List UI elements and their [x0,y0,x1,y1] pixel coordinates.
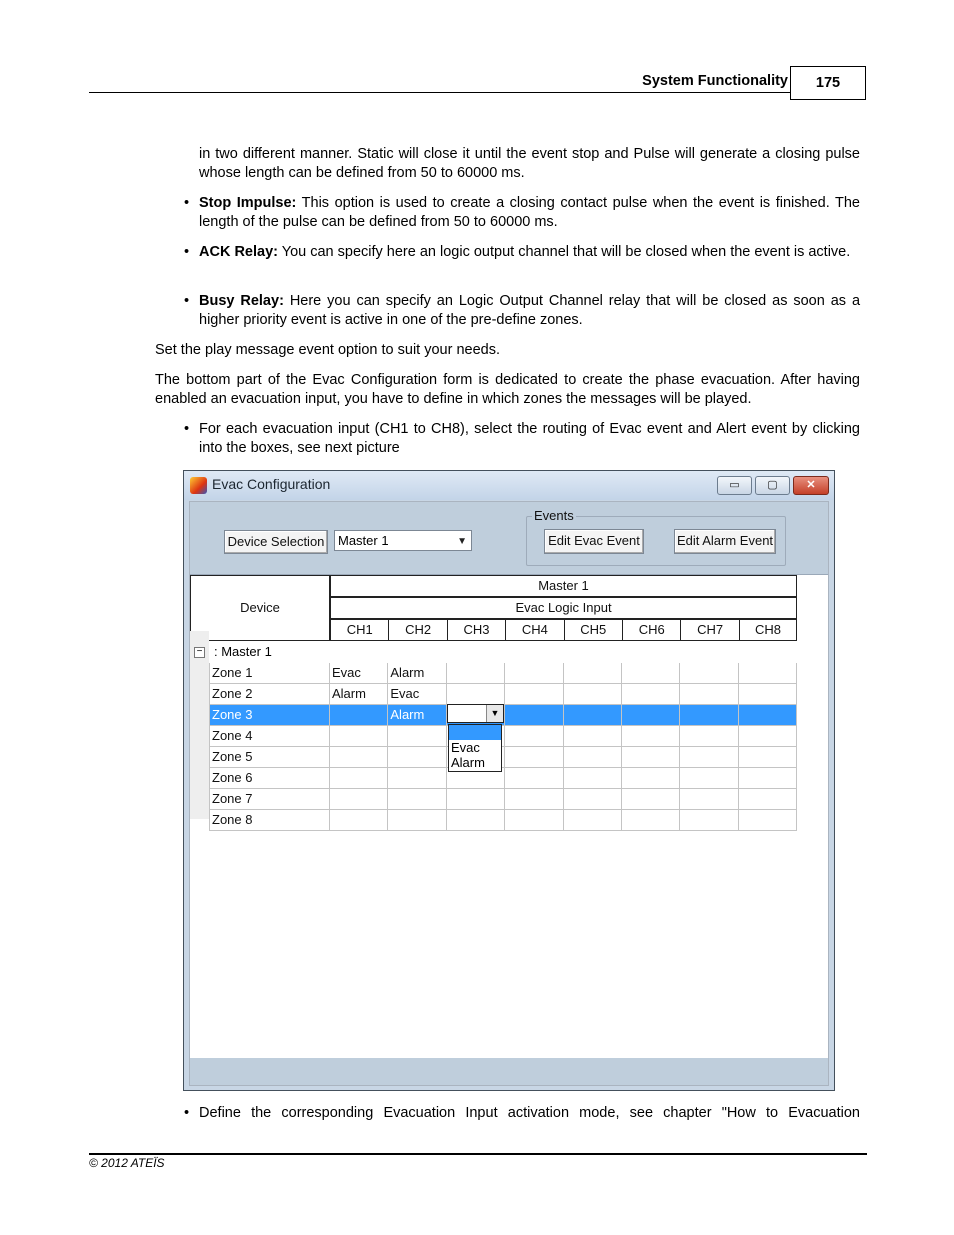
bullet-activation-mode: Define the corresponding Evacuation Input activation mode, see chapter "How to Evacuation [199,1105,860,1121]
table-row[interactable] [209,747,797,768]
zone-name-cell: Zone 2 [209,684,330,705]
routing-cell[interactable] [622,768,680,789]
paragraph-bottom-part: The bottom part of the Evac Configuration form is dedicated to create the phase evacuation. After having enabled an evacuation input, you have to define in which zones the messages will be played. [155,372,860,407]
dropdown-option-empty[interactable] [449,725,501,740]
routing-cell[interactable] [388,768,446,789]
routing-cell[interactable] [330,810,388,831]
routing-cell[interactable] [622,705,680,726]
routing-cell[interactable] [505,747,563,768]
window-titlebar [184,471,834,500]
routing-cell[interactable] [680,747,738,768]
device-select[interactable] [334,530,472,551]
table-row[interactable] [209,684,797,705]
routing-cell[interactable] [447,810,505,831]
channel-header-ch2: CH2 [388,619,447,641]
routing-cell[interactable] [388,726,446,747]
device-select-value: Master 1 [338,533,389,548]
routing-cell[interactable]: Evac [388,684,446,705]
routing-cell[interactable] [564,705,622,726]
status-strip [190,1058,828,1085]
routing-cell[interactable] [330,705,388,726]
routing-cell[interactable] [330,726,388,747]
bullet-term: Busy Relay: [199,293,284,309]
chevron-down-icon: ▼ [457,536,467,547]
bullet-dot: • [184,421,190,437]
routing-cell[interactable] [564,747,622,768]
routing-cell[interactable] [680,684,738,705]
bullet-text: Here you can specify an Logic Output Channel relay that will be closed as soon as a higher priority event is active in one of the pre-define zones. [199,293,861,328]
zone-name-cell: Zone 4 [209,726,330,747]
routing-cell[interactable] [505,663,563,684]
routing-cell[interactable] [622,726,680,747]
routing-cell[interactable] [564,768,622,789]
routing-cell[interactable] [680,705,738,726]
routing-cell[interactable] [680,789,738,810]
routing-cell[interactable] [564,810,622,831]
routing-cell[interactable] [680,768,738,789]
bullet-term: Stop Impulse: [199,195,297,211]
routing-cell[interactable] [330,789,388,810]
window-title: Evac Configuration [212,476,331,492]
chevron-down-icon[interactable]: ▼ [486,705,503,722]
bullet-dot: • [184,1105,190,1121]
top-panel [190,502,828,575]
bullet-text: You can specify here an logic output channel that will be closed when the event is active. [277,244,851,260]
section-title: System Functionality [642,73,788,89]
master-header: Master 1 [330,575,797,597]
routing-cell[interactable] [330,768,388,789]
evac-configuration-window [183,470,835,1091]
routing-cell[interactable] [680,726,738,747]
events-group-label: Events [534,508,574,523]
routing-cell[interactable] [564,684,622,705]
table-row[interactable] [209,726,797,747]
app-icon [190,477,207,494]
footer-copyright: © 2012 ATEÏS [89,1156,165,1170]
channel-header-ch5: CH5 [564,619,623,641]
routing-cell[interactable] [388,789,446,810]
routing-cell[interactable] [388,747,446,768]
edit-alarm-event-button[interactable]: Edit Alarm Event [674,529,776,554]
routing-cell[interactable] [622,747,680,768]
zone-routing-grid [190,575,828,1058]
routing-cell[interactable]: Alarm [330,684,388,705]
routing-cell[interactable] [739,705,797,726]
routing-cell[interactable] [330,747,388,768]
channel-header-ch6: CH6 [622,619,681,641]
close-button[interactable]: ✕ [793,476,829,495]
routing-cell[interactable]: Alarm [388,663,446,684]
routing-cell[interactable] [680,810,738,831]
zone-name-cell: Zone 5 [209,747,330,768]
routing-combo[interactable] [447,704,504,723]
routing-cell[interactable] [739,789,797,810]
edit-evac-event-button[interactable]: Edit Evac Event [544,529,644,554]
routing-dropdown-list [448,724,502,772]
routing-cell[interactable]: Evac [330,663,388,684]
routing-cell[interactable] [564,663,622,684]
routing-cell[interactable] [622,663,680,684]
routing-cell[interactable] [622,789,680,810]
bullet-dot: • [184,244,190,260]
routing-cell[interactable] [739,768,797,789]
bullet-evac-input: For each evacuation input (CH1 to CH8), select the routing of Evac event and Alert event by clicking into the boxes, see next picture [199,421,860,456]
bullet-term: ACK Relay: [199,244,278,260]
bullet-stop-impulse [199,194,860,231]
collapse-icon[interactable]: − [194,647,205,658]
routing-cell[interactable] [680,663,738,684]
routing-cell[interactable] [739,684,797,705]
routing-cell[interactable] [739,747,797,768]
zone-name-cell: Zone 1 [209,663,330,684]
page-number: 175 [790,66,866,100]
bullet-text: This option is used to create a closing contact pulse when the event is finished. The length of the pulse can be defined from 50 to 60000 ms. [199,195,860,230]
bullet-busy-relay [199,292,860,329]
routing-cell[interactable] [505,726,563,747]
table-row[interactable] [209,789,797,810]
dropdown-option-alarm[interactable]: Alarm [451,755,485,770]
header-rule [89,92,791,93]
channel-header-ch8: CH8 [739,619,797,641]
zone-name-cell: Zone 8 [209,810,330,831]
dropdown-option-evac[interactable]: Evac [451,740,480,755]
evac-logic-input-header: Evac Logic Input [330,597,797,619]
bullet-dot: • [184,293,190,309]
channel-header-ch3: CH3 [447,619,506,641]
table-row[interactable] [209,810,797,831]
routing-cell[interactable]: Alarm [388,705,446,726]
footer-rule [89,1153,867,1155]
channel-header-ch1: CH1 [330,619,389,641]
tree-gutter [190,631,209,819]
channel-header-ch7: CH7 [680,619,739,641]
minimize-button[interactable]: ▭ [717,476,752,495]
tree-node-master: : Master 1 [214,644,272,659]
device-selection-button[interactable]: Device Selection [224,530,328,554]
bullet-dot: • [184,195,190,211]
bullet-ack-relay [199,243,860,262]
routing-cell[interactable] [505,810,563,831]
routing-cell[interactable] [505,768,563,789]
routing-cell[interactable] [447,663,505,684]
zone-name-cell: Zone 6 [209,768,330,789]
routing-cell[interactable] [622,810,680,831]
routing-cell[interactable] [622,684,680,705]
zone-name-cell: Zone 7 [209,789,330,810]
table-row[interactable] [209,663,797,684]
routing-cell[interactable] [505,705,563,726]
routing-cell[interactable] [564,726,622,747]
device-column-header: Device [190,575,330,641]
table-row[interactable] [209,768,797,789]
routing-cell[interactable] [564,789,622,810]
routing-cell[interactable] [739,726,797,747]
maximize-button[interactable]: ▢ [755,476,790,495]
zone-name-cell: Zone 3 [209,705,330,726]
routing-cell[interactable] [447,684,505,705]
channel-header-ch4: CH4 [505,619,564,641]
routing-cell[interactable] [505,684,563,705]
continuation-paragraph: in two different manner. Static will close it until the event stop and Pulse will generate a closing pulse whose length can be defined from 50 to 60000 ms. [199,146,860,181]
routing-cell[interactable] [447,789,505,810]
routing-cell[interactable] [739,663,797,684]
routing-cell[interactable] [388,810,446,831]
routing-cell[interactable] [739,810,797,831]
paragraph-play-message: Set the play message event option to suit your needs. [155,342,500,358]
window-client-area [189,501,829,1086]
routing-cell[interactable] [505,789,563,810]
